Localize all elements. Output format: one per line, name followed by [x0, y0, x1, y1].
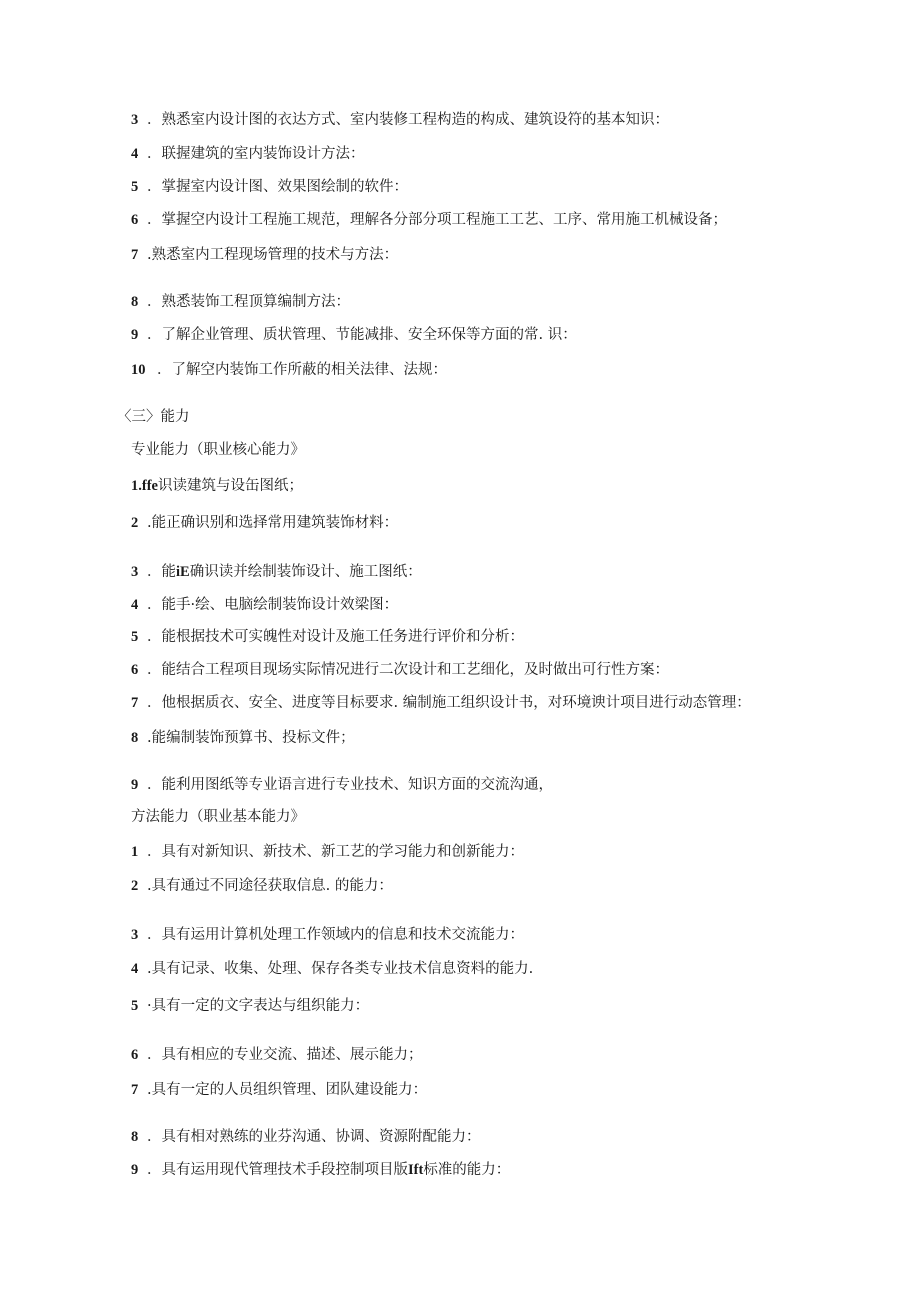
item-text: 识读建筑与设缶图纸；: [157, 478, 303, 494]
item-text: ．具有运用计算机处理工作领域内的信息和技术交流能力：: [147, 927, 524, 943]
item-text: ．能手·绘、电脑绘制装饰设计效梁图：: [147, 597, 399, 613]
knowledge-item: [131, 177, 408, 197]
method-item: [131, 842, 524, 862]
item-number: 9: [131, 327, 139, 343]
professional-item: [131, 513, 398, 533]
item-text: ．具有相应的专业交流、描述、展示能力；: [147, 1047, 423, 1063]
item-text: ．能: [147, 564, 176, 580]
professional-item: [131, 775, 553, 795]
item-number: 4: [131, 961, 139, 977]
knowledge-item: [131, 110, 669, 130]
knowledge-item: [131, 210, 727, 230]
professional-item: [131, 660, 669, 680]
item-text: .能编制装饰预算书、投标文件；: [147, 730, 355, 746]
item-number: 9: [131, 1162, 139, 1178]
item-text: ·具有一定的文字表达与组织能力：: [147, 998, 370, 1014]
item-text: .能正确识别和选择常用建筑装饰材料：: [147, 515, 399, 531]
item-text: ．了解企业管理、质状管理、节能减排、安全环保等方面的常. 识：: [147, 327, 577, 343]
professional-item: [131, 693, 751, 713]
knowledge-item: [131, 245, 398, 265]
item-number: 7: [131, 247, 139, 263]
knowledge-item: [131, 144, 365, 164]
item-text: .具有记录、收集、处理、保存各类专业技术信息资料的能力.: [147, 961, 534, 977]
method-heading: 方法能力（职业基本能力》: [131, 809, 305, 825]
item-bold-fragment: iE: [176, 564, 190, 580]
item-number: 6: [131, 1047, 139, 1063]
item-number: 3: [131, 564, 139, 580]
item-text: ．具有相对熟练的业芬沟通、协调、资源附配能力：: [147, 1129, 481, 1145]
section-heading: 〈三〉能力: [117, 409, 190, 425]
item-number: 8: [131, 294, 139, 310]
item-number: 6: [131, 662, 139, 678]
item-text: .熟悉室内工程现场管理的技术与方法：: [147, 247, 399, 263]
item-number: 7: [131, 695, 139, 711]
item-number: 10: [131, 362, 146, 378]
item-text: ．熟悉装饰工程顶算编制方法：: [147, 294, 350, 310]
item-number: 4: [131, 597, 139, 613]
item-text: ．他根据质衣、安全、进度等目标要求. 编制施工组织设计书，对环境谀计项目进行动态管理：: [147, 695, 751, 711]
item-number: 2: [131, 878, 139, 894]
method-item: [131, 1080, 427, 1100]
method-item: [131, 925, 524, 945]
item-number: 8: [131, 730, 139, 746]
item-number: 4: [131, 146, 139, 162]
professional-item: [131, 627, 524, 647]
item-text: ．了解空内装饰工作所蔽的相关法律、法规：: [157, 362, 447, 378]
knowledge-item: [131, 292, 350, 312]
item-number: 3: [131, 927, 139, 943]
item-text-continued: 确识读并绘制装饰设计、施工图纸：: [189, 564, 422, 580]
item-number: 8: [131, 1129, 139, 1145]
item-number: 7: [131, 1082, 139, 1098]
item-text: ．掌握空内设计工程施工规范，理解各分部分项工程施工工艺、工序、常用施工机械设备；: [147, 212, 727, 228]
item-number: 2: [131, 515, 139, 531]
item-text: ．能根据技术可实魄性对设计及施工任务进行评价和分析：: [147, 629, 524, 645]
item-text: ．具有运用现代管理技术手段控制项目版: [147, 1162, 408, 1178]
method-item: [131, 996, 369, 1016]
item-number: 9: [131, 777, 139, 793]
item-text: .具有通过不同途径获取信息. 的能力：: [147, 878, 393, 894]
item-bold-fragment: Ift: [408, 1162, 424, 1178]
item-number: 5: [131, 629, 139, 645]
item-number: 5: [131, 179, 139, 195]
item-number: 6: [131, 212, 139, 228]
item-text: .具有一定的人员组织管理、团队建设能力：: [147, 1082, 428, 1098]
knowledge-item: [131, 325, 577, 345]
professional-heading: 专业能力（职业核心能力》: [131, 442, 305, 458]
item-number: 3: [131, 112, 139, 128]
knowledge-item: [131, 360, 447, 380]
item-text: ．具有对新知识、新技术、新工艺的学习能力和创新能力：: [147, 844, 524, 860]
method-item: [131, 1045, 423, 1065]
professional-item: [131, 476, 303, 496]
item-text: ．能结合工程项目现场实际情况进行二次设计和工艺细化，及时做出可行性方案：: [147, 662, 669, 678]
item-number: 1.: [131, 478, 142, 494]
item-text: ．熟悉室内设计图的衣达方式、室内装修工程构造的构成、建筑设符的基本知识：: [147, 112, 669, 128]
item-text-continued: 标准的能力：: [423, 1162, 511, 1178]
item-bold-fragment: ffe: [141, 478, 158, 494]
item-number: 1: [131, 844, 139, 860]
professional-item: [131, 595, 398, 615]
item-text: ．掌握室内设计图、效果图绘制的软件：: [147, 179, 408, 195]
method-item: [131, 959, 533, 979]
item-text: ．联握建筑的室内装饰设计方法：: [147, 146, 365, 162]
item-text: ．能利用图纸等专业语言进行专业技术、知识方面的交流沟通，: [147, 777, 553, 793]
professional-item: [131, 562, 422, 582]
item-number: 5: [131, 998, 139, 1014]
method-item: [131, 1127, 481, 1147]
method-item: [131, 876, 393, 896]
professional-item: [131, 728, 355, 748]
method-item: [131, 1160, 510, 1180]
